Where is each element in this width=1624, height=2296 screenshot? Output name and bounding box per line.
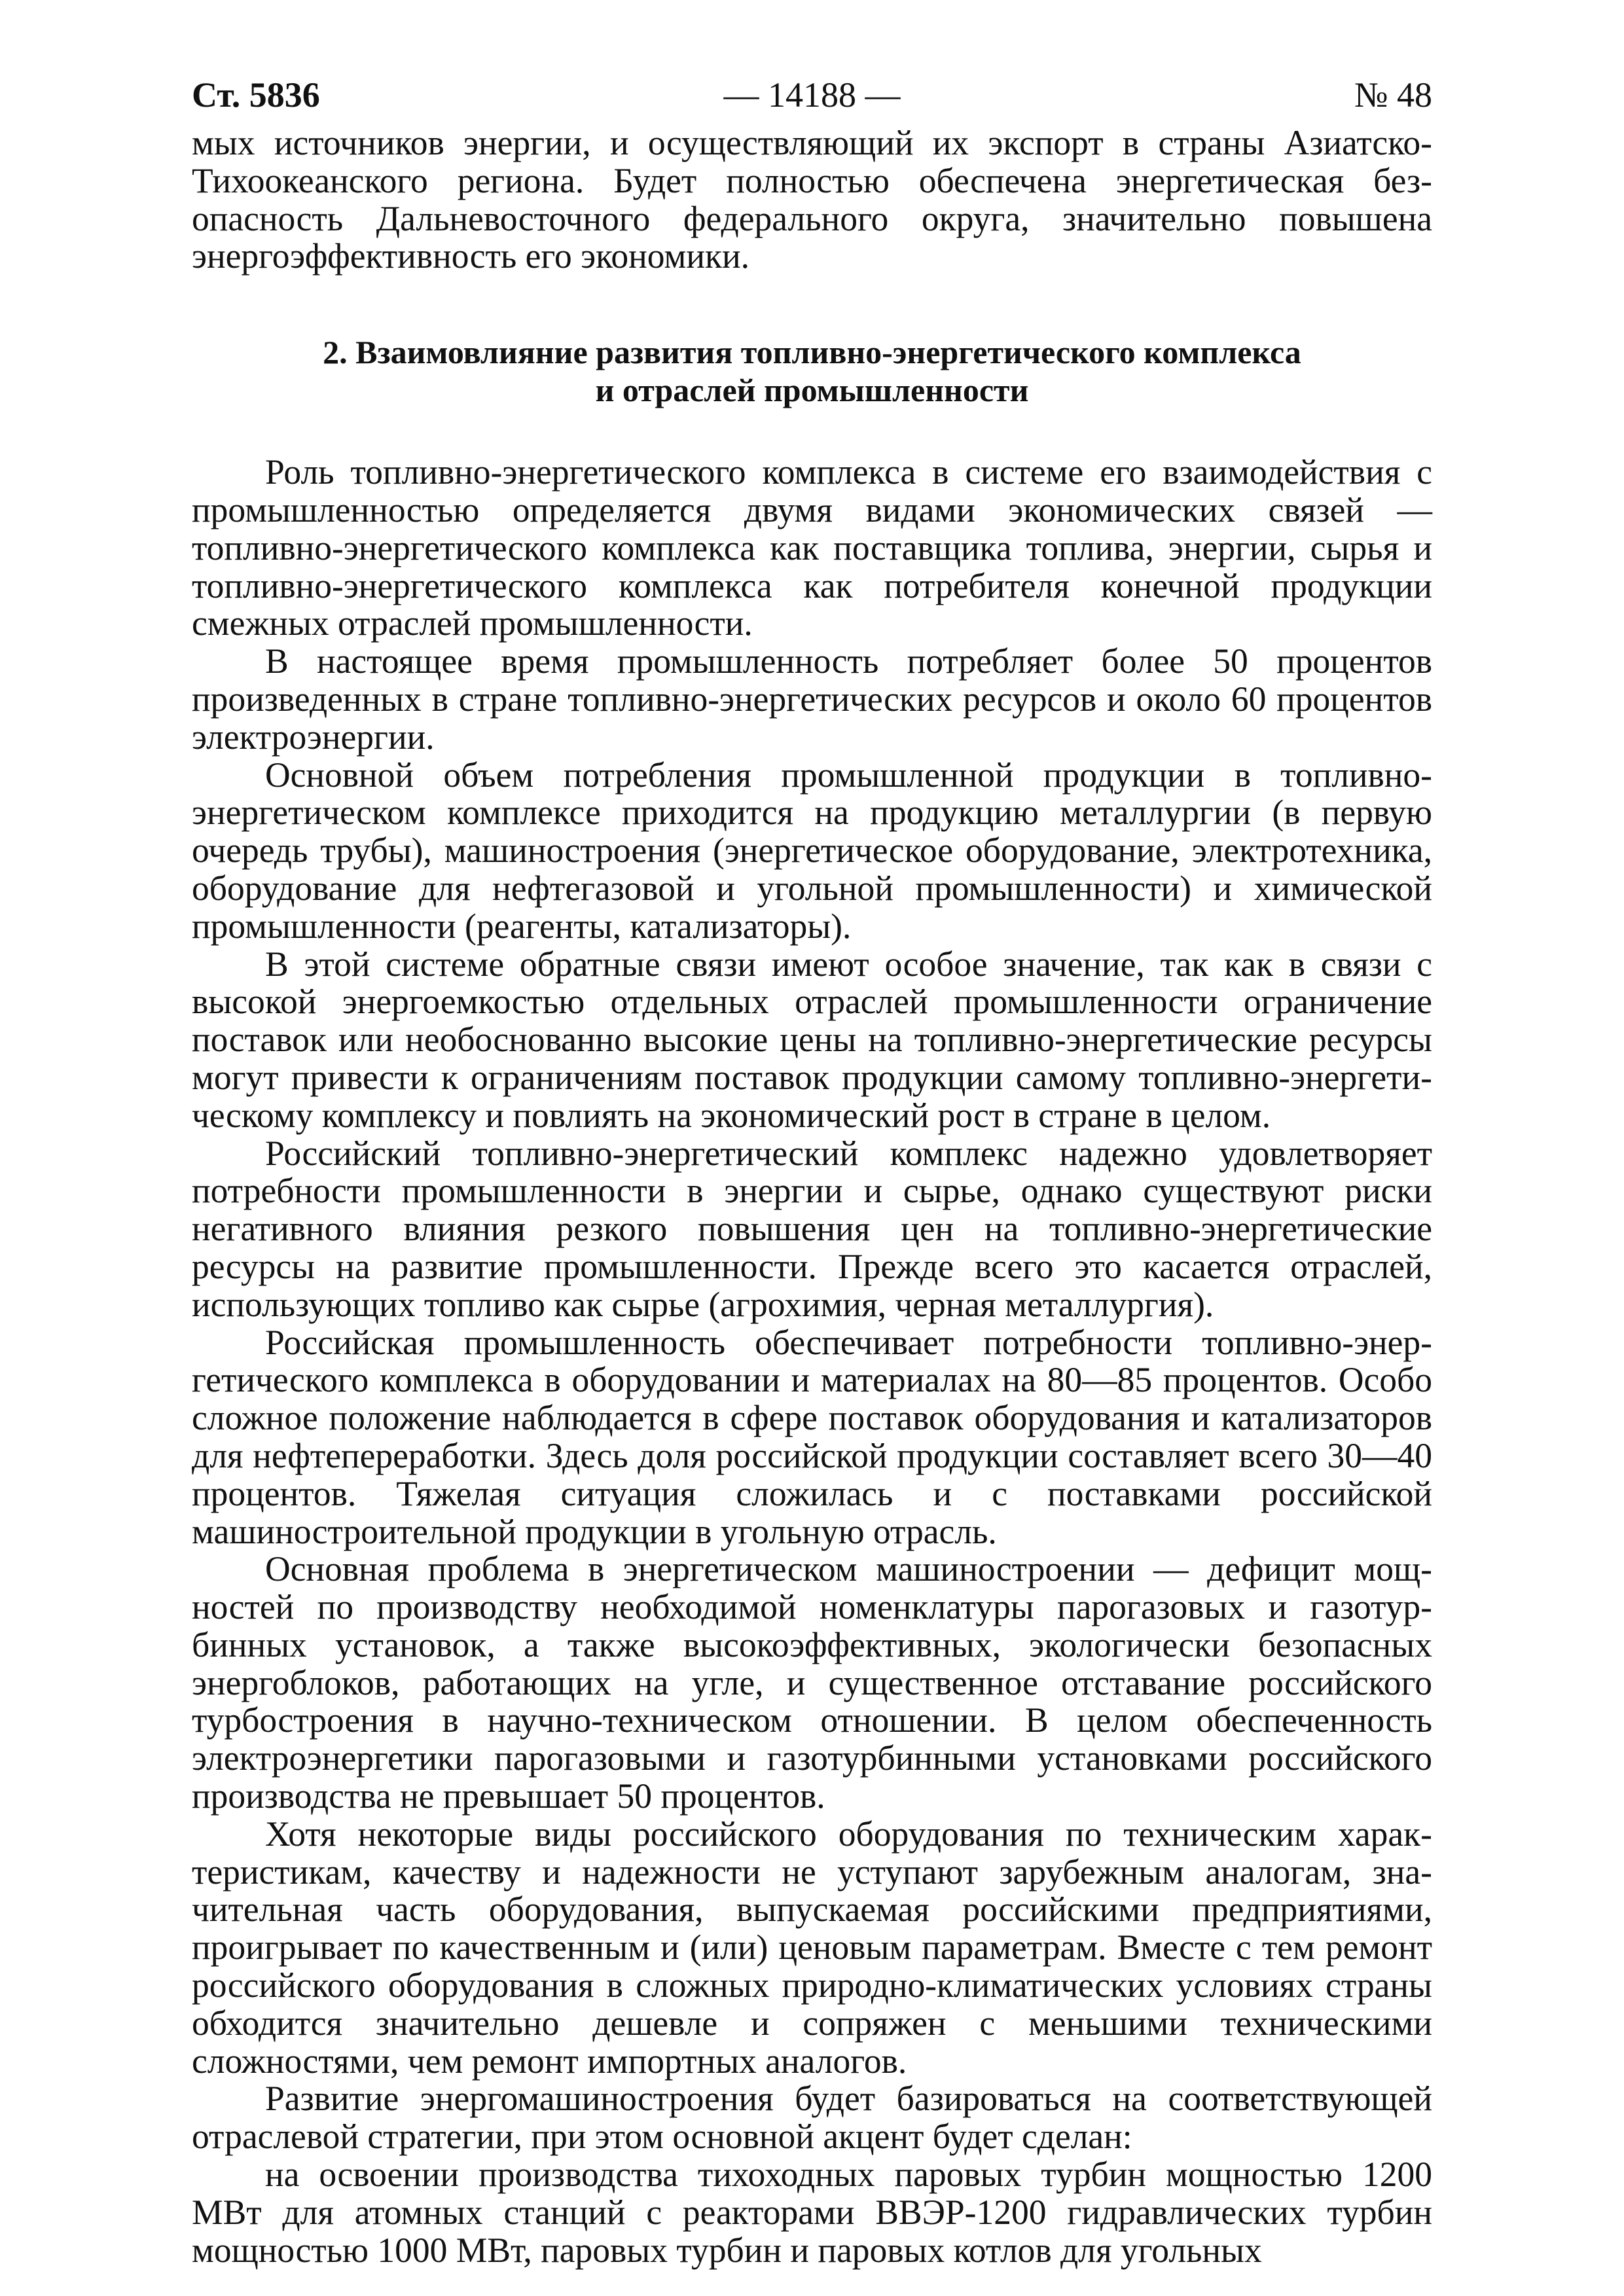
page-ref: Ст. 5836 bbox=[192, 75, 320, 115]
body-text bbox=[192, 124, 1432, 2269]
section-heading bbox=[192, 333, 1432, 409]
document-page bbox=[192, 65, 1432, 2269]
paragraph-3: Основной объем потребления промышленной продукции в топливно-энергетическом комплексе приходится на продукцию металлургии (в первую очередь трубы), машиностроения (энергетическое оборудование, электротехника, оборудование для нефтегазовой и угольной промышленности) и химической промышленности (реагенты, катализаторы). bbox=[192, 755, 1432, 946]
paragraph-4: В этой системе обратные связи имеют особое значение, так как в связи с высокой энергоемкостью отдельных отраслей промышленности ограничение поставок или необоснованно высокие цены на топливно-энергетические ресурсы могут привести к ограничениям поставок продукции самому топливно-энергетическому комплексу и повлиять на экономический рост в стране в целом. bbox=[192, 944, 1432, 1135]
section-title-line-1: 2. Взаимовлияние развития топливно-энергетического комплекса bbox=[323, 334, 1301, 371]
paragraph-8: Хотя некоторые виды российского оборудования по техническим характеристикам, качеству и надежности не уступают зарубежным аналогам, значительная часть оборудования, выпускаемая российскими предприятиями, проигрывает по качественным и (или) ценовым параметрам. Вместе с тем ремонт российского оборудования в сложных природно-климатических условиях страны обходится значительно дешевле и сопряжен с меньшими техническими сложностями, чем ремонт импортных аналогов. bbox=[192, 1814, 1432, 2081]
paragraph-6: Российская промышленность обеспечивает потребности топливно-энергетического комплекса в оборудовании и материалах на 80—85 процентов. Особо сложное положение наблюдается в сфере поставок оборудования и катализаторов для нефтепереработки. Здесь доля российской продукции составляет всего 30—40 процентов. Тяжелая ситуация сложилась и с поставками российской машиностроительной продукции в угольную отрасль. bbox=[192, 1322, 1432, 1551]
section-title-line-2: и отраслей промышленности bbox=[595, 372, 1029, 409]
issue-number: № 48 bbox=[1354, 75, 1432, 115]
paragraph-2: В настоящее время промышленность потребляет более 50 процентов произведенных в стране топливно-энергетических ресурсов и около 60 процентов электроэнергии. bbox=[192, 641, 1432, 757]
intro-paragraph: мых источников энергии, и осуществляющий их экспорт в страны Азиатско-Тихоокеанского региона. Будет полностью обеспечена энергетическая безопасность Дальневосточного федерального округа, значительно повышена энергоэффективность его экономики. bbox=[192, 123, 1432, 276]
running-header bbox=[192, 65, 1432, 124]
paragraph-5: Российский топливно-энергетический комплекс надежно удовлетворяет потребности промышленности в энергии и сырье, однако существуют риски негативного влияния резкого повышения цен на топливно-энергетические ресурсы на развитие промышленности. Прежде всего это касается отраслей, использующих топливо как сырье (агрохимия, черная металлургия). bbox=[192, 1133, 1432, 1324]
paragraph-1: Роль топливно-энергетического комплекса в системе его взаимодействия с промышленностью определяется двумя видами экономических связей — топливно-энергетического комплекса как поставщика топлива, энергии, сырья и топливно-энергетического комплекса как потребителя конечной продукции смежных отраслей промышленности. bbox=[192, 452, 1432, 643]
paragraph-9: Развитие энергомашиностроения будет базироваться на соответствующей отраслевой стратегии, при этом основной акцент будет сделан: bbox=[192, 2079, 1432, 2157]
paragraph-7: Основная проблема в энергетическом машиностроении — дефицит мощностей по производству необходимой номенклатуры парогазовых и газотурбинных установок, а также высокоэффективных, экологически безопасных энергоблоков, работающих на угле, и существенное отставание российского турбостроения в научно-техническом отношении. В целом обеспеченность электроэнергетики парогазовыми и газотурбинными установками российского производства не превышает 50 процентов. bbox=[192, 1549, 1432, 1816]
paragraph-10: на освоении производства тихоходных паровых турбин мощностью 1200 МВт для атомных станций с реакторами ВВЭР-1200 гидравлических турбин мощностью 1000 МВт, паровых турбин и паровых котлов для угольных bbox=[192, 2155, 1432, 2270]
page-number: — 14188 — bbox=[723, 75, 901, 115]
